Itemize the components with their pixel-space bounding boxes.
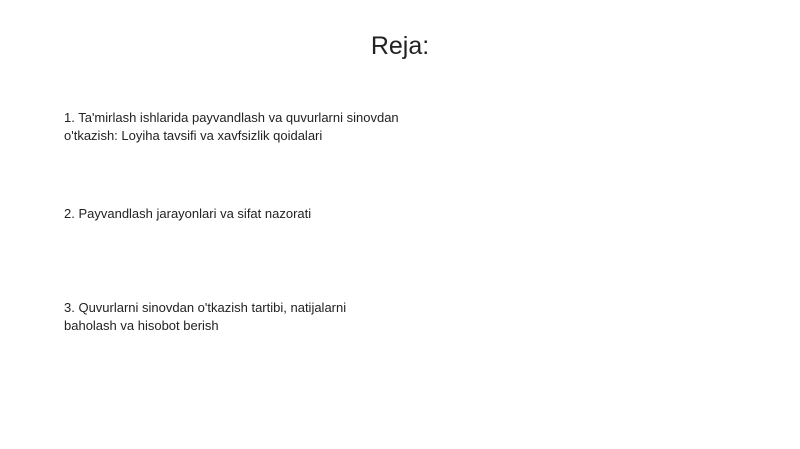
plan-item-2: 2. Payvandlash jarayonlari va sifat nazorati xyxy=(64,206,312,221)
slide-title: Reja: xyxy=(370,32,430,60)
plan-item-3: 3. Quvurlarni sinovdan o'tkazish tartibi, natijalarni baholash va hisobot berish xyxy=(64,300,347,333)
plan-item-1: 1. Ta'mirlash ishlarida payvandlash va quvurlarni sinovdan o'tkazish: Loyiha tavsifi va xavfsizlik qoidalari xyxy=(64,110,399,143)
